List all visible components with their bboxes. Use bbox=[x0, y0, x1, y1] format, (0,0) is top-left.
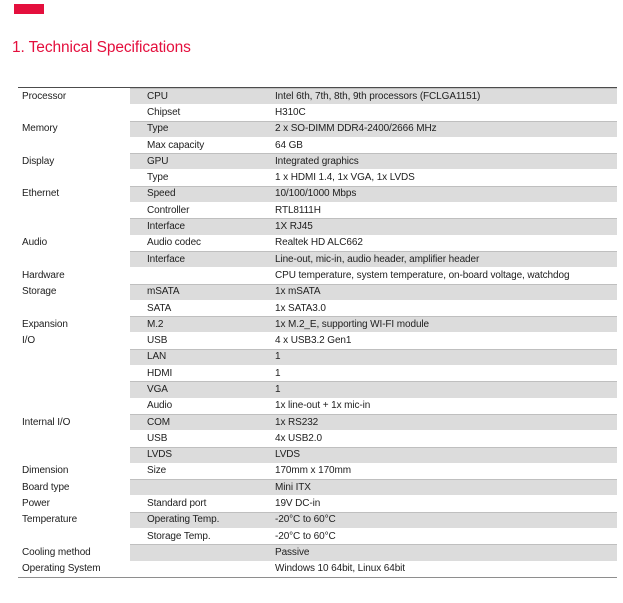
category-cell bbox=[18, 104, 130, 120]
spec-label-cell: mSATA bbox=[147, 286, 180, 298]
category-cell bbox=[18, 447, 130, 463]
table-row bbox=[18, 430, 617, 446]
spec-label-cell: CPU bbox=[147, 90, 168, 102]
spec-label-cell: Controller bbox=[147, 204, 190, 216]
spec-band bbox=[130, 561, 617, 577]
table-row bbox=[18, 88, 617, 104]
spec-band bbox=[130, 186, 617, 202]
spec-band bbox=[130, 332, 617, 348]
category-cell: Internal I/O bbox=[18, 414, 130, 430]
spec-value-cell: RTL8111H bbox=[275, 204, 321, 216]
spec-band bbox=[130, 414, 617, 430]
spec-label-cell: Operating Temp. bbox=[147, 514, 220, 526]
table-row bbox=[18, 104, 617, 120]
category-cell: Temperature bbox=[18, 512, 130, 528]
spec-label-cell: USB bbox=[147, 432, 168, 444]
category-cell bbox=[18, 398, 130, 414]
category-cell bbox=[18, 169, 130, 185]
spec-label-cell: LVDS bbox=[147, 449, 172, 461]
spec-band bbox=[130, 235, 617, 251]
category-cell bbox=[18, 218, 130, 234]
spec-band bbox=[130, 447, 617, 463]
spec-label-cell bbox=[130, 479, 275, 495]
table-row bbox=[18, 495, 617, 511]
table-row bbox=[18, 186, 617, 202]
spec-label-cell: Max capacity bbox=[147, 139, 205, 151]
table-row bbox=[18, 561, 617, 577]
spec-value-cell: Windows 10 64bit, Linux 64bit bbox=[275, 563, 405, 575]
spec-value-cell: 1x M.2_E, supporting WI-FI module bbox=[275, 318, 429, 330]
spec-label-cell bbox=[130, 544, 275, 560]
spec-label-cell: M.2 bbox=[147, 318, 164, 330]
table-row bbox=[18, 251, 617, 267]
spec-label-cell: Type bbox=[147, 123, 169, 135]
table-row bbox=[18, 447, 617, 463]
spec-label-cell: Chipset bbox=[147, 106, 181, 118]
spec-value-cell: 1x line-out + 1x mic-in bbox=[275, 400, 371, 412]
spec-label-cell: COM bbox=[147, 416, 171, 428]
category-cell: Board type bbox=[18, 479, 130, 495]
spec-value-cell: 1 bbox=[275, 351, 281, 363]
table-row bbox=[18, 153, 617, 169]
category-cell: Ethernet bbox=[18, 186, 130, 202]
table-row bbox=[18, 479, 617, 495]
spec-label-cell: Storage Temp. bbox=[147, 530, 211, 542]
table-row bbox=[18, 202, 617, 218]
category-cell: Memory bbox=[18, 121, 130, 137]
table-row bbox=[18, 235, 617, 251]
page-title: 1. Technical Specifications bbox=[12, 39, 191, 56]
spec-value-cell: Integrated graphics bbox=[275, 155, 359, 167]
category-cell: I/O bbox=[18, 332, 130, 348]
spec-band bbox=[130, 544, 617, 560]
category-cell bbox=[18, 137, 130, 153]
spec-band bbox=[130, 316, 617, 332]
table-row bbox=[18, 414, 617, 430]
spec-value-cell: 19V DC-in bbox=[275, 498, 321, 510]
table-row bbox=[18, 463, 617, 479]
table-row bbox=[18, 218, 617, 234]
spec-value-cell: 170mm x 170mm bbox=[275, 465, 351, 477]
spec-band bbox=[130, 218, 617, 234]
category-cell: Dimension bbox=[18, 463, 130, 479]
spec-value-cell: 4 x USB3.2 Gen1 bbox=[275, 335, 352, 347]
spec-band bbox=[130, 88, 617, 104]
spec-label-cell: GPU bbox=[147, 155, 169, 167]
category-cell: Hardware bbox=[18, 267, 130, 283]
category-cell bbox=[18, 528, 130, 544]
category-cell bbox=[18, 202, 130, 218]
spec-band bbox=[130, 463, 617, 479]
spec-band bbox=[130, 430, 617, 446]
category-cell: Display bbox=[18, 153, 130, 169]
table-row bbox=[18, 398, 617, 414]
spec-value-cell: 1x RS232 bbox=[275, 416, 319, 428]
spec-label-cell: HDMI bbox=[147, 367, 173, 379]
spec-label-cell bbox=[130, 561, 275, 577]
spec-value-cell: H310C bbox=[275, 106, 306, 118]
table-row bbox=[18, 349, 617, 365]
table-row bbox=[18, 267, 617, 283]
spec-label-cell: LAN bbox=[147, 351, 167, 363]
spec-band bbox=[130, 495, 617, 511]
spec-band bbox=[130, 251, 617, 267]
category-cell bbox=[18, 300, 130, 316]
category-cell: Operating System bbox=[18, 561, 130, 577]
spec-band bbox=[130, 121, 617, 137]
spec-value-cell: CPU temperature, system temperature, on-board voltage, watchdog bbox=[275, 269, 570, 281]
table-row bbox=[18, 316, 617, 332]
spec-value-cell: Line-out, mic-in, audio header, amplifier header bbox=[275, 253, 480, 265]
spec-label-cell: VGA bbox=[147, 383, 168, 395]
spec-band bbox=[130, 381, 617, 397]
spec-value-cell: 1x mSATA bbox=[275, 286, 321, 298]
spec-band bbox=[130, 512, 617, 528]
table-row bbox=[18, 300, 617, 316]
spec-band bbox=[130, 153, 617, 169]
spec-band bbox=[130, 365, 617, 381]
spec-band bbox=[130, 398, 617, 414]
spec-label-cell bbox=[130, 267, 275, 283]
spec-label-cell: Interface bbox=[147, 221, 186, 233]
spec-value-cell: Intel 6th, 7th, 8th, 9th processors (FCLGA1151) bbox=[275, 90, 481, 102]
category-cell: Expansion bbox=[18, 316, 130, 332]
spec-band bbox=[130, 300, 617, 316]
spec-value-cell: 1 x HDMI 1.4, 1x VGA, 1x LVDS bbox=[275, 172, 415, 184]
category-cell bbox=[18, 365, 130, 381]
spec-label-cell: Audio bbox=[147, 400, 173, 412]
spec-band bbox=[130, 169, 617, 185]
spec-band bbox=[130, 202, 617, 218]
spec-value-cell: 1X RJ45 bbox=[275, 221, 313, 233]
category-cell: Power bbox=[18, 495, 130, 511]
category-cell: Cooling method bbox=[18, 544, 130, 560]
spec-label-cell: Size bbox=[147, 465, 167, 477]
spec-value-cell: 2 x SO-DIMM DDR4-2400/2666 MHz bbox=[275, 123, 437, 135]
spec-band bbox=[130, 528, 617, 544]
spec-table bbox=[18, 87, 617, 578]
spec-label-cell: Audio codec bbox=[147, 237, 201, 249]
category-cell bbox=[18, 430, 130, 446]
spec-value-cell: Mini ITX bbox=[275, 481, 311, 493]
spec-value-cell: -20°C to 60°C bbox=[275, 530, 336, 542]
spec-value-cell: Realtek HD ALC662 bbox=[275, 237, 363, 249]
table-row bbox=[18, 169, 617, 185]
spec-band bbox=[130, 349, 617, 365]
spec-band bbox=[130, 479, 617, 495]
spec-value-cell: -20°C to 60°C bbox=[275, 514, 336, 526]
spec-label-cell: Type bbox=[147, 172, 169, 184]
category-cell bbox=[18, 251, 130, 267]
table-row bbox=[18, 284, 617, 300]
spec-value-cell: 1 bbox=[275, 367, 281, 379]
spec-value-cell: 64 GB bbox=[275, 139, 303, 151]
category-cell: Storage bbox=[18, 284, 130, 300]
table-row bbox=[18, 381, 617, 397]
table-row bbox=[18, 365, 617, 381]
spec-label-cell: Speed bbox=[147, 188, 176, 200]
table-row bbox=[18, 544, 617, 560]
category-cell: Audio bbox=[18, 235, 130, 251]
category-cell bbox=[18, 381, 130, 397]
table-row bbox=[18, 121, 617, 137]
spec-label-cell: Standard port bbox=[147, 498, 207, 510]
spec-value-cell: 1x SATA3.0 bbox=[275, 302, 326, 314]
category-cell: Processor bbox=[18, 88, 130, 104]
spec-band bbox=[130, 267, 617, 283]
spec-value-cell: Passive bbox=[275, 546, 310, 558]
spec-value-cell: 4x USB2.0 bbox=[275, 432, 322, 444]
table-row bbox=[18, 137, 617, 153]
table-row bbox=[18, 528, 617, 544]
spec-label-cell: USB bbox=[147, 335, 168, 347]
spec-value-cell: 10/100/1000 Mbps bbox=[275, 188, 357, 200]
spec-band bbox=[130, 104, 617, 120]
spec-band bbox=[130, 284, 617, 300]
spec-value-cell: 1 bbox=[275, 383, 281, 395]
table-row bbox=[18, 512, 617, 528]
spec-label-cell: Interface bbox=[147, 253, 186, 265]
spec-value-cell: LVDS bbox=[275, 449, 300, 461]
table-row bbox=[18, 332, 617, 348]
category-cell bbox=[18, 349, 130, 365]
red-accent-mark bbox=[14, 4, 44, 14]
spec-label-cell: SATA bbox=[147, 302, 172, 314]
spec-band bbox=[130, 137, 617, 153]
